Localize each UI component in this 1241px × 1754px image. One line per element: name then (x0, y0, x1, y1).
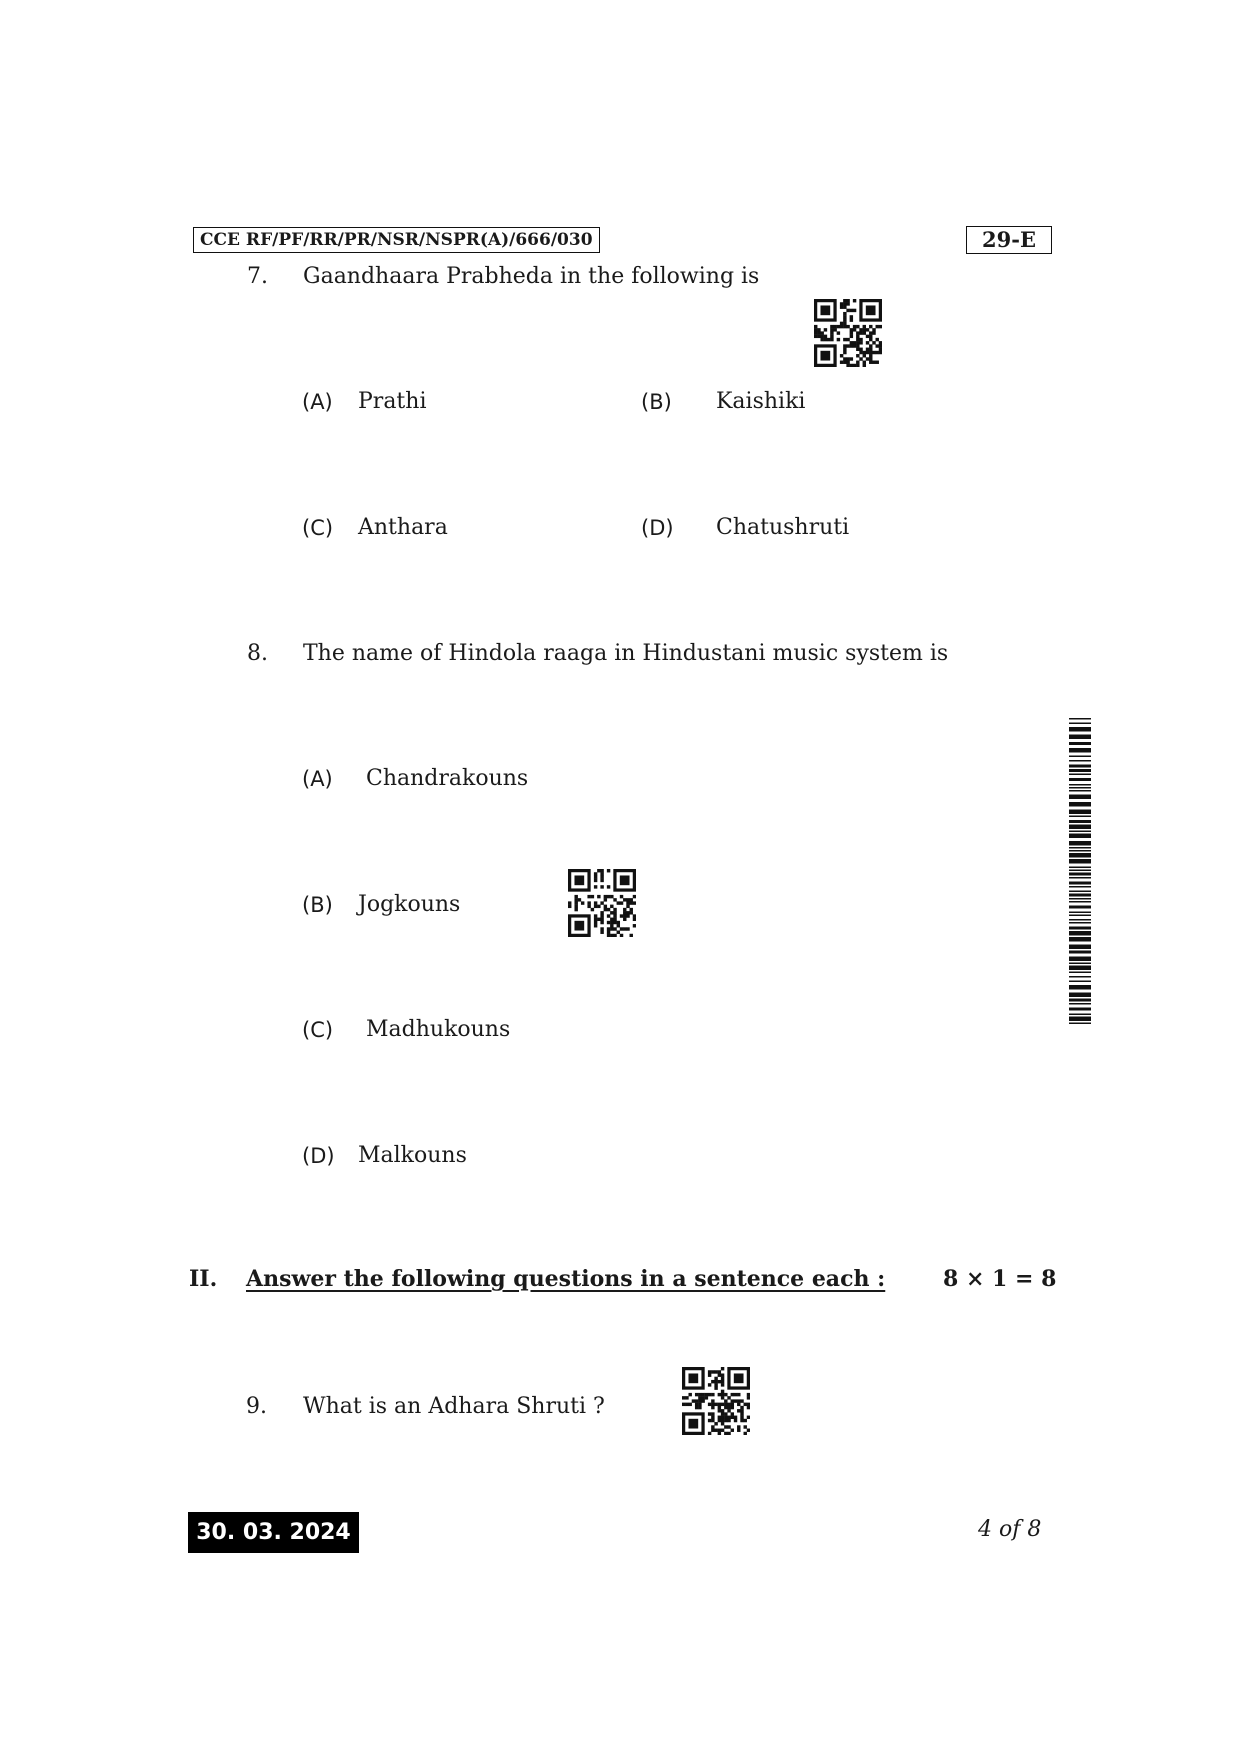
q8-option-d-text: Malkouns (358, 1143, 467, 1168)
section-marks: 8 × 1 = 8 (943, 1266, 1057, 1292)
version-code: 29-E (966, 226, 1052, 254)
q8-option-a-text: Chandrakouns (366, 766, 529, 791)
q7-option-b-text: Kaishiki (716, 389, 806, 414)
section-instruction: Answer the following questions in a sentence each : (246, 1266, 886, 1292)
q7-option-c-text: Anthara (358, 515, 448, 540)
q8-option-b-text: Jogkouns (358, 892, 461, 917)
question-7-number: 7. (247, 264, 268, 289)
section-numeral: II. (189, 1266, 218, 1292)
q8-option-b-label: (B) (302, 893, 333, 917)
question-9-text: What is an Adhara Shruti ? (303, 1394, 605, 1419)
q7-option-d-label: (D) (641, 516, 674, 540)
paper-code: CCE RF/PF/RR/PR/NSR/NSPR(A)/666/030 (193, 227, 600, 253)
page-number: 4 of 8 (978, 1517, 1042, 1542)
barcode (1069, 718, 1091, 1028)
qr-code-2 (568, 869, 636, 937)
q7-option-a-label: (A) (302, 390, 333, 414)
q8-option-c-label: (C) (302, 1018, 334, 1042)
q7-option-b-label: (B) (641, 390, 672, 414)
q7-option-d-text: Chatushruti (716, 515, 850, 540)
q8-option-d-label: (D) (302, 1144, 335, 1168)
qr-code-1 (814, 299, 882, 367)
question-8-text: The name of Hindola raaga in Hindustani music system is (303, 641, 949, 666)
exam-date: 30. 03. 2024 (188, 1512, 359, 1553)
question-7-text: Gaandhaara Prabheda in the following is (303, 264, 760, 289)
q8-option-c-text: Madhukouns (366, 1017, 511, 1042)
question-9-number: 9. (246, 1394, 267, 1419)
q7-option-a-text: Prathi (358, 389, 427, 414)
q7-option-c-label: (C) (302, 516, 334, 540)
question-8-number: 8. (247, 641, 268, 666)
qr-code-3 (682, 1367, 750, 1435)
q8-option-a-label: (A) (302, 767, 333, 791)
